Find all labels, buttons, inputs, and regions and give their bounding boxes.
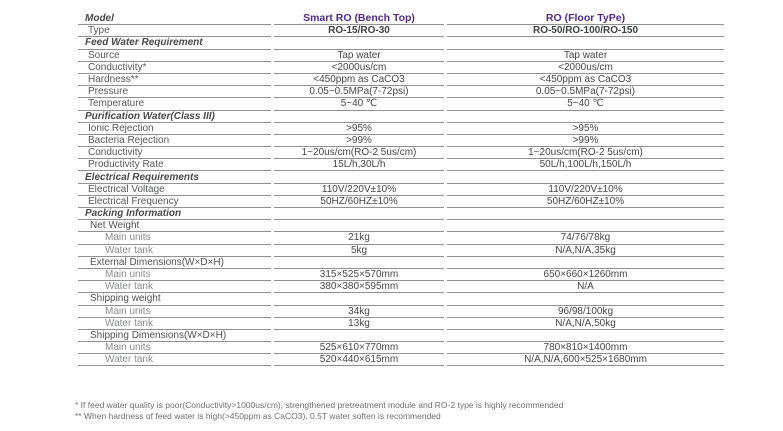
value-bench-ro [274,330,444,342]
row-label: Productivity Rate [78,159,271,171]
value-bench-ro: 50HZ/60HZ±10% [274,196,444,208]
value-floor-ro: >95% [447,123,724,135]
value-floor-ro [447,257,724,269]
value-bench-ro: 5kg [274,245,444,257]
value-floor-ro: 50HZ/60HZ±10% [447,196,724,208]
value-bench-ro: 110V/220V±10% [274,184,444,196]
row-label: Main units [78,232,271,244]
value-floor-ro: RO-50/RO-100/RO-150 [447,25,724,37]
table-row [78,318,724,330]
row-label: Pressure [78,86,271,98]
table-row [78,159,724,171]
table-row [78,147,724,159]
value-floor-ro: 50L/h,100L/h,150L/h [447,159,724,171]
value-bench-ro: 5~40 ℃ [274,98,444,110]
row-label: Ionic Rejection [78,123,271,135]
value-bench-ro [274,37,444,49]
table-row [78,111,724,123]
table-row [78,135,724,147]
row-label: Purification Water(Class III) [78,111,271,123]
value-floor-ro: <450ppm as CaCO3 [447,74,724,86]
table-row [78,245,724,257]
value-bench-ro: >99% [274,135,444,147]
row-label: Conductivity* [78,62,271,74]
table-row [78,171,724,183]
value-bench-ro [274,171,444,183]
table-row [78,86,724,98]
value-floor-ro: >99% [447,135,724,147]
value-bench-ro: 520×440×615mm [274,354,444,366]
table-row [78,50,724,62]
value-floor-ro: 650×660×1260mm [447,269,724,281]
footnotes [75,400,715,421]
value-floor-ro: 780×810×1400mm [447,342,724,354]
row-label: Main units [78,342,271,354]
row-label: Main units [78,306,271,318]
footnote-conductivity: * If feed water quality is poor(Conductivity>1000us/cm), strengthened pretreatment module and RO-2 type is highly recommended [75,400,564,410]
table-row [78,98,724,110]
value-floor-ro: Tap water [447,50,724,62]
value-bench-ro: <450ppm as CaCO3 [274,74,444,86]
value-floor-ro: N/A [447,281,724,293]
row-label: Conductivity [78,147,271,159]
row-label: Net Weight [78,220,271,232]
value-floor-ro: RO (Floor TyPe) [447,13,724,25]
value-bench-ro: 21kg [274,232,444,244]
value-bench-ro [274,220,444,232]
value-bench-ro [274,257,444,269]
value-bench-ro [274,208,444,220]
value-floor-ro: 1~20us/cm(RO-2 5us/cm) [447,147,724,159]
table-row [78,330,724,342]
row-label: Model [78,13,271,25]
table-row [78,269,724,281]
row-label: Hardness** [78,74,271,86]
value-bench-ro: 34kg [274,306,444,318]
value-floor-ro: N/A,N/A,600×525×1680mm [447,354,724,366]
spec-table [75,13,727,366]
value-bench-ro: 315×525×570mm [274,269,444,281]
value-floor-ro [447,37,724,49]
table-row [78,281,724,293]
row-label: Water tank [78,354,271,366]
table-row [78,220,724,232]
value-bench-ro: Smart RO (Bench Top) [274,13,444,25]
value-bench-ro: >95% [274,123,444,135]
value-bench-ro: 15L/h,30L/h [274,159,444,171]
table-row [78,306,724,318]
value-floor-ro: 110V/220V±10% [447,184,724,196]
value-bench-ro [274,293,444,305]
value-floor-ro: 74/76/78kg [447,232,724,244]
spec-table-body [78,13,724,366]
table-row [78,232,724,244]
table-row [78,62,724,74]
row-label: Source [78,50,271,62]
row-label: Water tank [78,245,271,257]
table-row [78,25,724,37]
table-row [78,257,724,269]
value-bench-ro: Tap water [274,50,444,62]
value-floor-ro: <2000us/cm [447,62,724,74]
table-row [78,74,724,86]
row-label: Water tank [78,281,271,293]
value-floor-ro: 0.05~0.5MPa(7-72psi) [447,86,724,98]
value-floor-ro [447,208,724,220]
row-label: Electrical Frequency [78,196,271,208]
value-floor-ro: 5~40 ℃ [447,98,724,110]
row-label: Electrical Requirements [78,171,271,183]
row-label: Shipping Dimensions(W×D×H) [78,330,271,342]
row-label: Water tank [78,318,271,330]
table-row [78,13,724,25]
value-bench-ro: 525×610×770mm [274,342,444,354]
value-floor-ro [447,111,724,123]
footnote-hardness: ** When hardness of feed water is high(>450ppm as CaCO3), 0.5T water soften is recommended [75,410,441,421]
value-bench-ro [274,111,444,123]
row-label: Type [78,25,271,37]
row-label: Bacteria Rejection [78,135,271,147]
table-row [78,208,724,220]
value-floor-ro: 96/98/100kg [447,306,724,318]
value-floor-ro [447,171,724,183]
table-row [78,293,724,305]
value-floor-ro [447,220,724,232]
value-floor-ro [447,330,724,342]
table-row [78,37,724,49]
row-label: Shipping weight [78,293,271,305]
value-floor-ro: N/A,N/A,35kg [447,245,724,257]
row-label: Electrical Voltage [78,184,271,196]
row-label: Feed Water Requirement [78,37,271,49]
table-row [78,184,724,196]
value-bench-ro: 13kg [274,318,444,330]
value-floor-ro [447,293,724,305]
value-floor-ro: N/A,N/A,50kg [447,318,724,330]
row-label: Temperature [78,98,271,110]
row-label: External Dimensions(W×D×H) [78,257,271,269]
table-row [78,123,724,135]
value-bench-ro: 0.05~0.5MPa(7-72psi) [274,86,444,98]
table-row [78,342,724,354]
value-bench-ro: 1~20us/cm(RO-2 5us/cm) [274,147,444,159]
spec-sheet [75,13,727,366]
table-row [78,196,724,208]
row-label: Packing Information [78,208,271,220]
value-bench-ro: RO-15/RO-30 [274,25,444,37]
table-row [78,354,724,366]
value-bench-ro: 380×380×595mm [274,281,444,293]
row-label: Main units [78,269,271,281]
value-bench-ro: <2000us/cm [274,62,444,74]
